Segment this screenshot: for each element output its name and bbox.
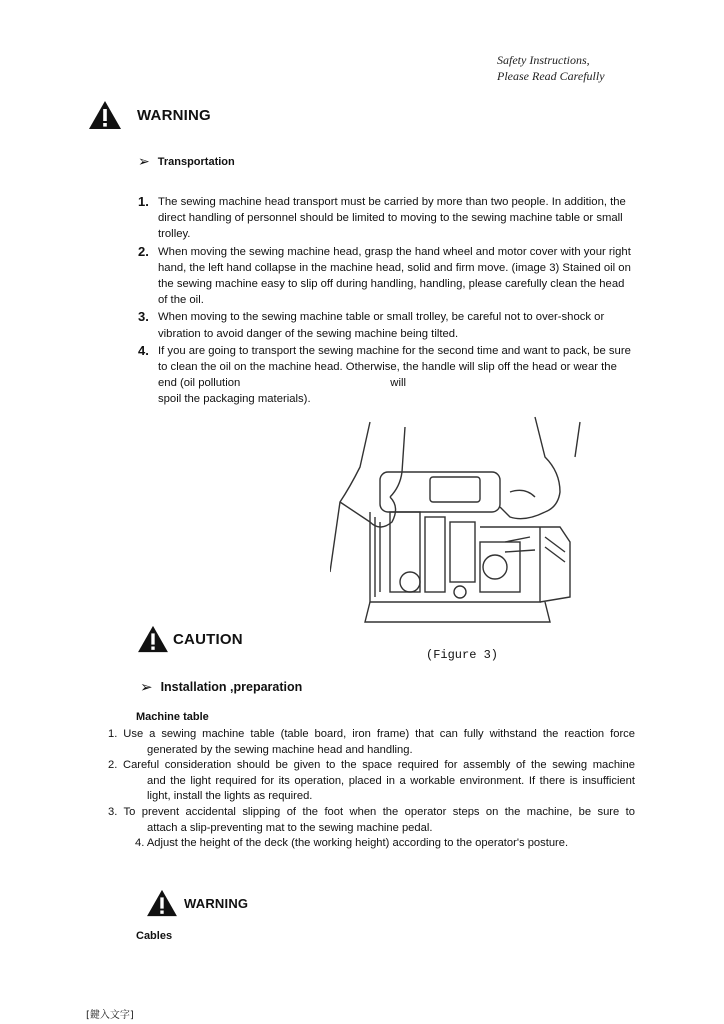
warning-triangle-icon (88, 100, 122, 130)
figure-3-illustration (330, 412, 600, 627)
list-item: 2. Careful consideration should be given to the space required for assembly of the sewing machine and the light required for its operation, placed in a workable environment. If there is insufficient light, install the lights as required. (108, 759, 635, 803)
installation-label: Installation ,preparation (160, 680, 303, 694)
caution-title: CAUTION (173, 630, 243, 648)
list-item: 3. To prevent accidental slipping of the foot when the operator steps on the machine, be sure to attach a slip-preventing mat to the sewing machine pedal. (108, 805, 635, 834)
caution-heading (137, 625, 243, 653)
list-item: 4. Adjust the height of the deck (the working height) according to the operator's posture. (135, 837, 569, 850)
list-item: 4. If you are going to transport the sewing machine for the second time and want to pack, be sure to clean the oil on the machine head. Otherwise, the handle will slip off the head or wear the end (oil pollution will spoil the packaging materials). (138, 342, 631, 406)
header-line-2: Please Read Carefully (497, 69, 605, 83)
arrow-bullet-icon: ➢ (140, 679, 153, 696)
warning-title: WARNING (137, 106, 211, 124)
arrow-bullet-icon: ➢ (138, 153, 150, 169)
warning-title-2: WARNING (184, 895, 249, 911)
installation-heading (140, 678, 302, 696)
transport-list (138, 194, 632, 408)
warning-heading (88, 100, 211, 130)
machine-table-list (108, 727, 635, 852)
list-item: 2. When moving the sewing machine head, grasp the hand wheel and motor cover with your right hand, the left hand collapse in the machine head, solid and firm move. (image 3) Stained oil on the sewing machine easy to slip off during handling, handling, please carefully clean the head of the oil. (138, 243, 631, 307)
list-item: 3. When moving to the sewing machine table or small trolley, be careful not to over-shock or vibration to avoid danger of the sewing machine being tilted. (138, 309, 605, 340)
machine-table-heading: Machine table (136, 711, 209, 723)
cables-heading: Cables (136, 930, 173, 942)
transportation-heading (138, 153, 235, 170)
figure-caption: (Figure 3) (426, 648, 499, 662)
list-item: 1. Use a sewing machine table (table board, iron frame) that can fully withstand the reaction force generated by the sewing machine head and handling. (108, 728, 635, 756)
warning-triangle-icon (146, 889, 178, 917)
caution-triangle-icon (137, 625, 169, 653)
transportation-label: Transportation (157, 155, 235, 168)
footer-placeholder: [鍵入文字] (86, 1010, 134, 1021)
page-header (497, 52, 627, 84)
header-line-1: Safety Instructions, (497, 53, 590, 67)
warning-heading-2 (146, 889, 248, 917)
list-item: 1. The sewing machine head transport must be carried by more than two people. In addition, the direct handling of personnel should be limited to moving to the sewing machine table or small trolley. (138, 194, 626, 241)
